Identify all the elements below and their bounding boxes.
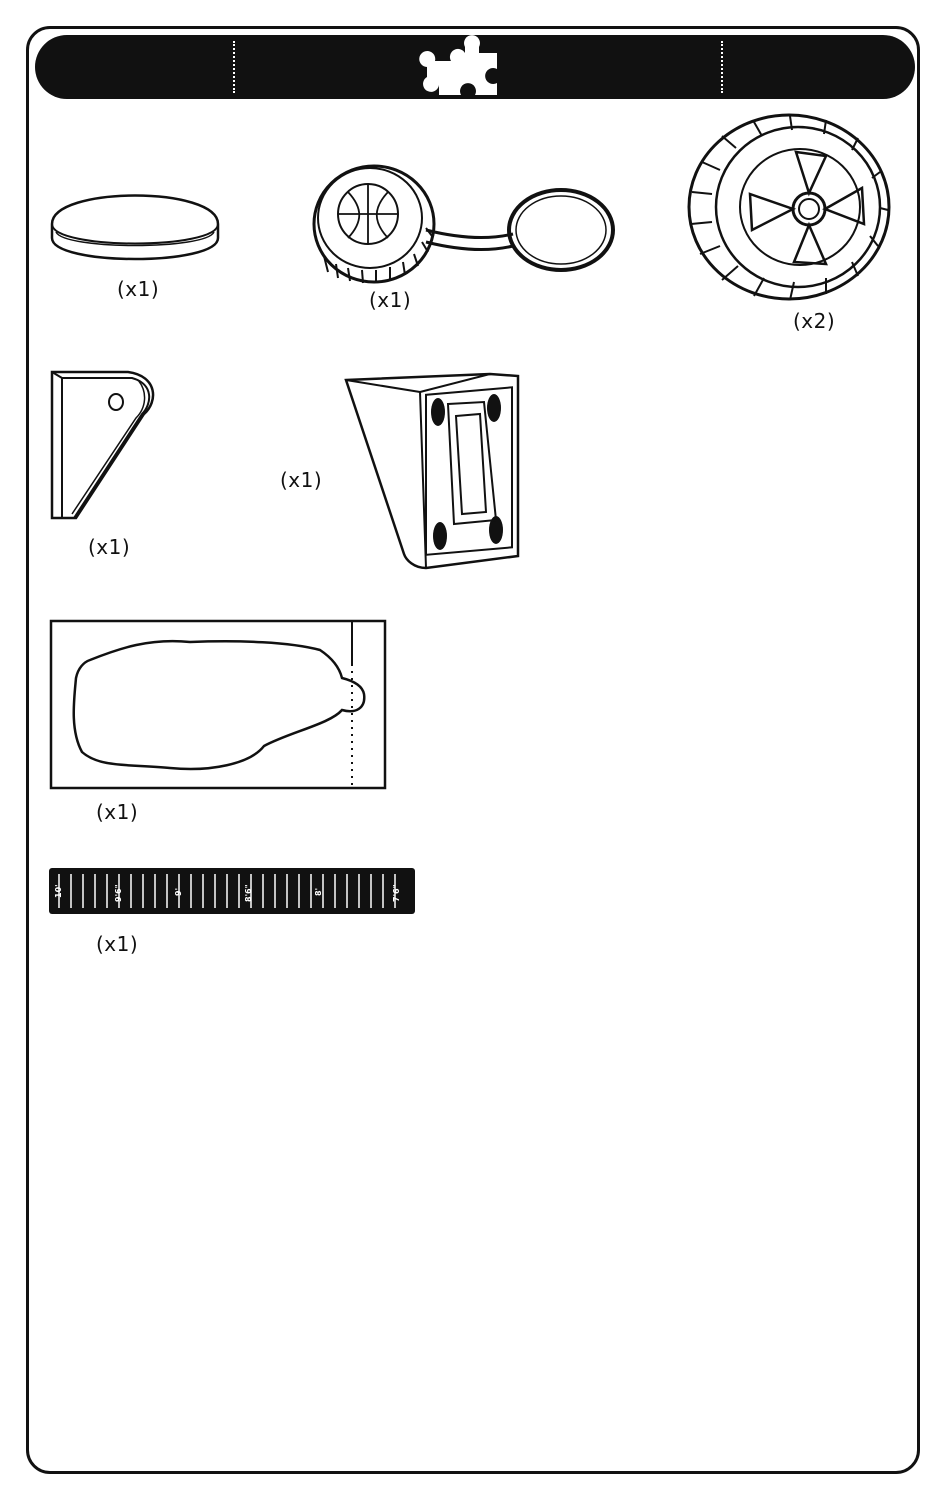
pad-quantity: (x1) bbox=[96, 800, 139, 824]
height-decal-quantity: (x1) bbox=[96, 932, 139, 956]
ball-valve-cap-quantity: (x1) bbox=[369, 288, 412, 312]
ball-cap-drawing bbox=[50, 178, 220, 262]
decal-tick-label: 9' bbox=[174, 887, 183, 896]
angle-bracket-drawing bbox=[48, 368, 158, 524]
height-decal-drawing bbox=[49, 868, 415, 914]
base-bracket-quantity: (x1) bbox=[280, 468, 323, 492]
decal-tick-label: 7'6" bbox=[392, 884, 401, 902]
header-divider-left bbox=[233, 41, 235, 93]
ball-cap-quantity: (x1) bbox=[117, 277, 160, 301]
ball-valve-cap-drawing bbox=[308, 160, 618, 285]
wheel-drawing bbox=[686, 112, 892, 302]
parts-header-bar bbox=[35, 35, 915, 99]
base-bracket-drawing bbox=[344, 372, 520, 570]
angle-bracket-quantity: (x1) bbox=[88, 535, 131, 559]
puzzle-piece-icon bbox=[425, 39, 509, 97]
pad-drawing bbox=[50, 620, 386, 790]
decal-tick-label: 8'6" bbox=[244, 884, 253, 902]
header-divider-right bbox=[721, 41, 723, 93]
decal-tick-label: 10' bbox=[54, 884, 63, 898]
wheel-quantity: (x2) bbox=[793, 309, 836, 333]
decal-tick-label: 9'6" bbox=[114, 884, 123, 902]
decal-tick-label: 8' bbox=[314, 887, 323, 896]
